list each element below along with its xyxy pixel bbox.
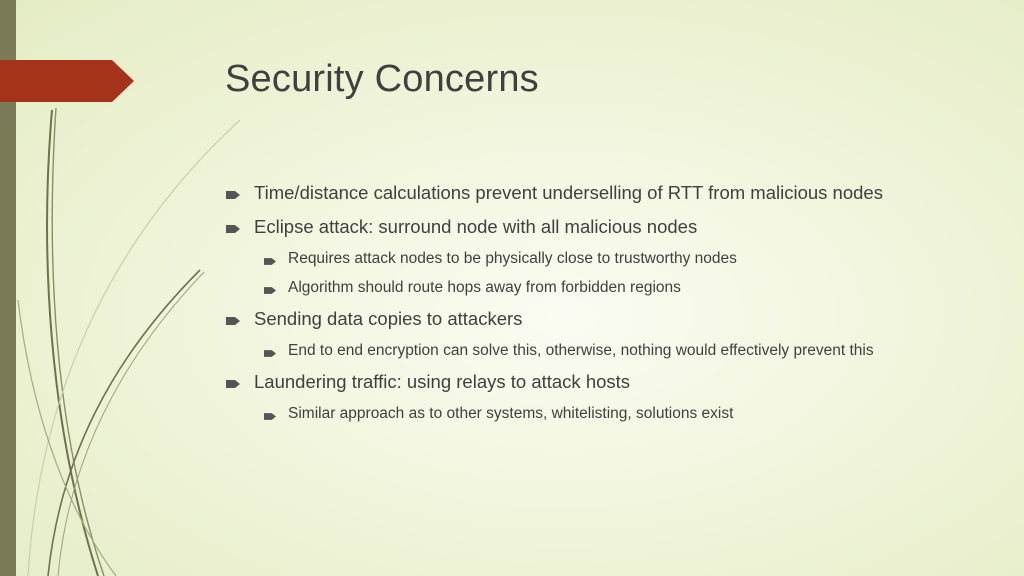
arrow-right-bullet-icon	[226, 224, 240, 234]
bullet-item	[224, 180, 1004, 206]
sub-bullet-text: End to end encryption can solve this, otherwise, nothing would effectively prevent this	[288, 342, 874, 359]
sub-bullet-item	[224, 341, 1004, 361]
arrow-right-bullet-icon	[226, 379, 240, 389]
sub-bullet-item	[224, 249, 1004, 269]
slide-title: Security Concerns	[225, 58, 539, 100]
arrow-right-bullet-icon	[264, 349, 276, 358]
sub-bullet-item	[224, 404, 1004, 424]
bullet-list	[224, 180, 1004, 424]
bullet-item	[224, 369, 1004, 395]
title-marker-arrow	[0, 0, 140, 108]
bullet-text: Laundering traffic: using relays to attack hosts	[254, 371, 631, 392]
bullet-text: Time/distance calculations prevent underselling of RTT from malicious nodes	[254, 182, 883, 203]
bullet-text: Sending data copies to attackers	[254, 308, 523, 329]
sub-bullet-item	[224, 278, 1004, 298]
arrow-right-bullet-icon	[264, 257, 276, 266]
arrow-right-bullet-icon	[226, 316, 240, 326]
bullet-item	[224, 214, 1004, 240]
bullet-text: Eclipse attack: surround node with all malicious nodes	[254, 216, 698, 237]
arrow-right-bullet-icon	[264, 412, 276, 421]
sub-bullet-text: Requires attack nodes to be physically close to trustworthy nodes	[288, 250, 737, 267]
sub-bullet-text: Similar approach as to other systems, whitelisting, solutions exist	[288, 405, 734, 422]
bullet-item	[224, 306, 1004, 332]
sub-bullet-text: Algorithm should route hops away from forbidden regions	[288, 279, 681, 296]
arrow-right-bullet-icon	[264, 286, 276, 295]
arrow-right-bullet-icon	[226, 190, 240, 200]
